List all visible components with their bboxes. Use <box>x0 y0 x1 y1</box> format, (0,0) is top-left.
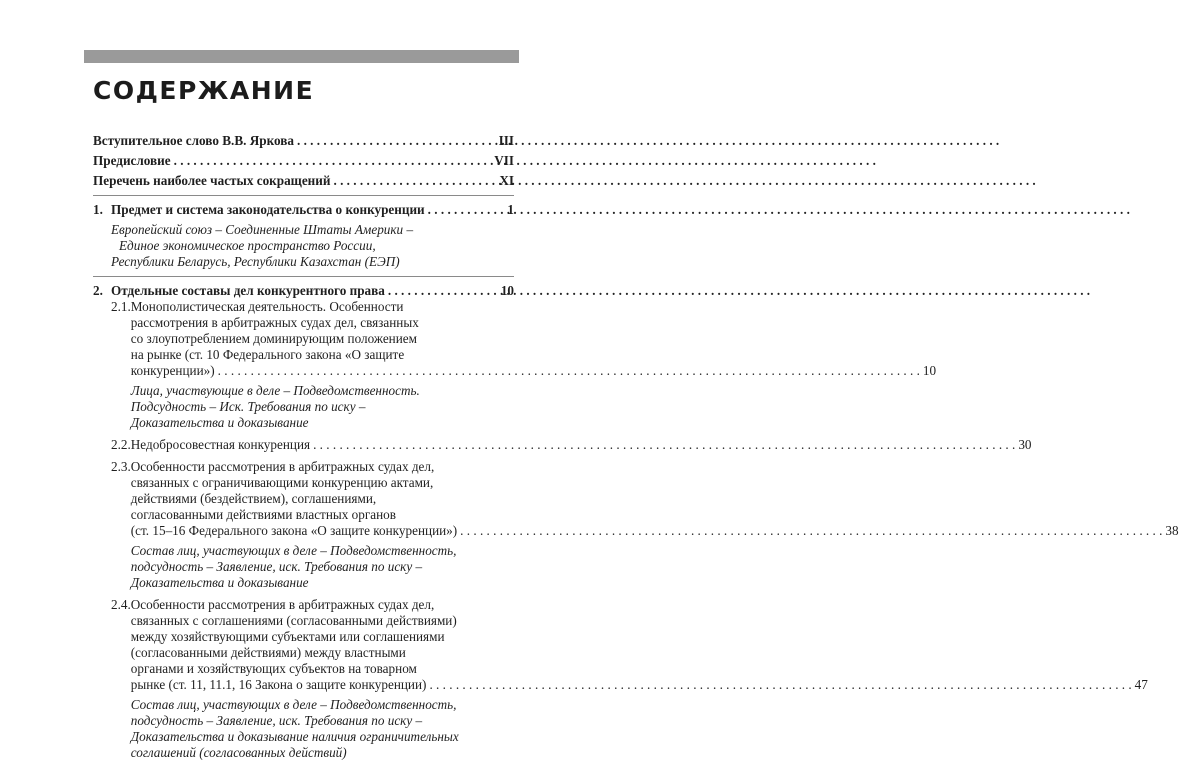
section-2-3-topics: Состав лиц, участвующих в деле – Подведомственность, подсудность – Заявление, иск. Требования по иску – Доказательства и доказывание <box>130 543 457 590</box>
header-bar <box>84 50 519 63</box>
toc-section-2-1[interactable]: 2.1. Монополистическая деятельность. Особенности рассмотрения в арбитражных судах дел, связанных со злоупотреблением доминирующим положением на рынке (ст. 10 Федерального закона «О защите конкуренции») . . . 10 Лица, участвующие в деле – Подведомственность. Подсудность – Иск. Требования по иску – Доказательства и доказывание <box>111 299 514 431</box>
toc-entry-foreword[interactable]: Вступительное слово В.В. Яркова . . . III <box>93 133 514 149</box>
toc-section-2-2[interactable]: 2.2. Недобросовестная конкуренция . . . 30 <box>111 437 514 453</box>
section-2-1-topics: Лица, участвующие в деле – Подведомственность. Подсудность – Иск. Требования по иску – Доказательства и доказывание <box>130 383 420 430</box>
toc-section-2-4[interactable]: 2.4. Особенности рассмотрения в арбитражных судах дел, связанных с соглашениями (согласованными действиями) между хозяйствующими субъектами или соглашениями (согласованными действиями) между властными органами и хозяйствующих субъектов на товарном рынке (ст. 11, 11.1, 16 Закона о защите конкуренции) . . . 47 Состав лиц, участвующих в деле – Подведомственность, подсудность – Заявление, иск. Требования по иску – Доказательства и доказывание наличия ограничительных соглашений (согласованных действий) <box>111 597 514 761</box>
toc-section-2-3[interactable]: 2.3. Особенности рассмотрения в арбитражных судах дел, связанных с ограничивающими конкуренцию актами, действиями (бездействием), соглашениями, согласованными действиями властных органов (ст. 15–16 Федерального закона «О защите конкуренции») . . . 38 Состав лиц, участвующих в деле – Подведомственность, подсудность – Заявление, иск. Требования по иску – Доказательства и доказывание <box>111 459 514 591</box>
section-2-4-topics: Состав лиц, участвующих в деле – Подведомственность, подсудность – Заявление, иск. Требования по иску – Доказательства и доказывание наличия ограничительных соглашений (согласованных действий) <box>130 697 459 760</box>
toc-entry-abbreviations[interactable]: Перечень наиболее частых сокращений . . . XI <box>93 173 514 189</box>
chapter-2-sections <box>93 299 1179 761</box>
toc-entry-preface[interactable]: Предисловие . . . VII <box>93 153 514 169</box>
toc-chapter-1[interactable]: 1. Предмет и система законодательства о конкуренции . . . 1 <box>93 202 514 218</box>
table-of-contents <box>93 133 1179 761</box>
toc-chapter-2[interactable]: 2. Отдельные составы дел конкурентного права . . . 10 <box>93 283 514 299</box>
page-title: СОДЕРЖАНИЕ <box>93 76 315 105</box>
chapter-1-topics: Европейский союз – Соединенные Штаты Америки – Единое экономическое пространство России, Республики Беларусь, Республики Казахстан (ЕЭП) <box>111 222 414 269</box>
divider <box>93 276 514 277</box>
divider <box>93 195 514 196</box>
